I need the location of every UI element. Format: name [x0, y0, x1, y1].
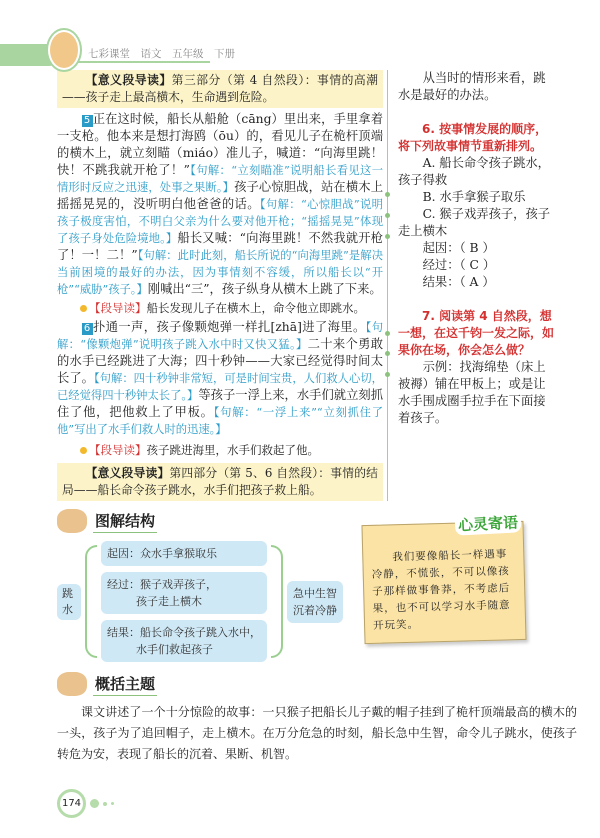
header-title: 七彩课堂 语文 五年级 下册 [88, 48, 235, 60]
quality: 沉着冷静 [293, 603, 337, 617]
diagram-process [101, 572, 267, 614]
answer-7: 示例：找海绵垫（床上被褥）铺在甲板上；或是让水手围成圈手拉手在下面接着孩子。 [398, 360, 546, 425]
guide-label: 【意义段导读】 [85, 73, 172, 87]
decor-dot-icon [103, 802, 107, 806]
section-guide-box [57, 70, 383, 108]
root-label: 跳水 [62, 586, 73, 616]
diagram-quality [287, 581, 343, 623]
option-c: C. 猴子戏弄孩子，孩子走上横木 [398, 207, 551, 238]
intro-text: 从当时的情形来看，跳水是最好的办法。 [398, 71, 546, 102]
mascot-icon [48, 30, 80, 70]
annotation: 【句解：四十秒钟非常短，可是时间宝贵，人们救人心切，已经觉得四十秒钟太长了。】 [57, 372, 383, 402]
text: 扑通一声，孩子像颗炮弹一样扎[zhā]进了海里。 [92, 320, 366, 334]
message-card-wrap [363, 513, 525, 662]
guide-text: 船长发现儿子在横木上，命令他立即跳水。 [146, 301, 365, 315]
section-heading-structure: 图解结构 [93, 510, 157, 533]
guide-text: 孩子跳进海里，水手们救起了他。 [146, 443, 319, 457]
paragraph-guide [57, 442, 383, 459]
right-brace [271, 545, 283, 658]
text: 刚喊出“三”，孩子纵身从横木上跳了下来。 [147, 282, 382, 296]
annotation: 【句解：“一浮上来”“立刻抓住了他”写出了水手们救人时的迅速。】 [57, 406, 383, 436]
diagram-branches [101, 541, 267, 662]
page-number: 174 [57, 789, 86, 818]
bullet-icon [80, 447, 87, 454]
text: 正在这时候，船长从船舱（cāng）里出来，手里拿着一支枪。他本来是想打海鸥（ōu）的，看见儿子在桅杆顶端的横木上，就立刻瞄（miáo）准儿子，喊道：“向海里跳！快！不跳我就开枪了！” [57, 112, 383, 177]
summary-text: 课文讲述了一个十分惊险的故事：一只猴子把船长儿子戴的帽子挂到了桅杆顶端最高的横木的一头，孩子为了追回帽子，走上横木。在万分危急的时刻，船长急中生智，命令儿子跳水，使孩子转危为安，表现了船长的沉着、果断、机智。 [57, 705, 577, 761]
connector-dot-icon [385, 372, 390, 377]
result-line: 结果：船长命令孩子跳入水中， [107, 626, 261, 639]
section-guide-box [57, 463, 383, 501]
mascot-icon [57, 672, 87, 696]
mascot-icon [57, 509, 87, 533]
diagram-result [101, 620, 267, 662]
diagram-cause: 起因：众水手拿猴取乐 [101, 541, 267, 566]
annotation: 【句解：“像颗炮弹”说明孩子跳入水中时又快又猛。】 [57, 321, 384, 351]
left-brace [85, 545, 97, 658]
section-heading-summary: 概括主题 [93, 673, 157, 696]
annotation: 【句解：此时此刻，船长所说的“向海里跳”是解决当前困境的最好的办法，因为事情刻不容缓，所以船长以“开枪”“威胁”孩子。】 [57, 249, 383, 296]
option-a: A. 船长命令孩子跳水，孩子得救 [398, 156, 550, 187]
text: 孩子心惊胆战，站在横木上摇摇晃晃的，没听明白他爸爸的话。 [57, 180, 383, 211]
message-card [361, 521, 526, 644]
connector-dot-icon [385, 331, 390, 336]
header-divider [78, 61, 210, 63]
connector-dot-icon [385, 213, 390, 218]
guide-text: 第四部分（第 5、6 自然段）：事情的结局——船长命令孩子跳水，水手们把孩子救上船。 [62, 466, 378, 497]
section-heading-row [57, 509, 343, 533]
process-line: 经过：猴子戏弄孩子， [107, 578, 217, 591]
paragraph-number: 5 [82, 115, 93, 127]
connector-dot-icon [385, 192, 390, 197]
paragraph-5 [57, 111, 383, 298]
process-line: 孩子走上横木 [136, 595, 202, 608]
page-footer [0, 765, 600, 838]
diagram-root [57, 584, 81, 620]
summary-section [0, 662, 600, 765]
text: 船长又喊：“向海里跳！不然我就开枪了！一！二！” [57, 231, 383, 262]
quality: 急中生智 [293, 586, 337, 600]
guide-label: 【意义段导读】 [85, 466, 170, 480]
question-6: 6. 按事情发展的顺序，将下列故事情节重新排列。 [398, 122, 548, 153]
guide-text: 第三部分（第 4 自然段）：事情的高潮——孩子走上最高横木，生命遇到危险。 [62, 73, 378, 104]
structure-section [0, 501, 600, 662]
sidebar-questions [387, 70, 557, 501]
paragraph-guide [57, 300, 383, 317]
annotation: 【句解：“心惊胆战”说明孩子极度害怕，不明白父亲为什么要对他开枪；“摇摇晃晃”体现了孩子身处危险境地。】 [57, 198, 383, 245]
bullet-icon [80, 305, 87, 312]
structure-block [57, 509, 343, 662]
structure-diagram [57, 541, 343, 662]
decor-dot-icon [111, 802, 114, 805]
guide-label: 【段导读】 [89, 301, 147, 315]
decor-dot-icon [90, 799, 99, 808]
connector-dot-icon [385, 351, 390, 356]
section-heading-row [57, 672, 577, 696]
option-b: B. 水手拿猴子取乐 [422, 190, 526, 204]
card-title: 心灵寄语 [454, 511, 521, 535]
result-line: 水手们救起孩子 [136, 643, 213, 656]
text: 等孩子一浮上来，水手们就立刻抓住了他，把他救上了甲板。 [57, 388, 383, 419]
card-text: 我们要像船长一样遇事冷静，不慌张，不可以像孩子那样做事鲁莽，不考虑后果，也不可以学习水手随意开玩笑。 [371, 548, 511, 632]
paragraph-number: 6 [82, 323, 93, 335]
annotation: 【句解：“立刻瞄准”说明船长看见这一情形时反应之迅速，处事之果断。】 [57, 164, 383, 194]
answer-process: 经过：（ C ） [422, 258, 496, 272]
connector-dot-icon [385, 234, 390, 239]
guide-label: 【段导读】 [89, 443, 147, 457]
text: 二十来个勇敢的水手已经跳进了大海；四十秒钟——大家已经觉得时间太长了。 [57, 337, 383, 385]
main-text [57, 70, 383, 501]
paragraph-6 [57, 319, 383, 438]
question-7: 7. 阅读第 4 自然段，想一想，在这千钧一发之际，如果你在场，你会怎么做？ [398, 309, 555, 357]
answer-result: 结果：（ A ） [422, 275, 495, 289]
answer-cause: 起因：（ B ） [422, 241, 495, 255]
